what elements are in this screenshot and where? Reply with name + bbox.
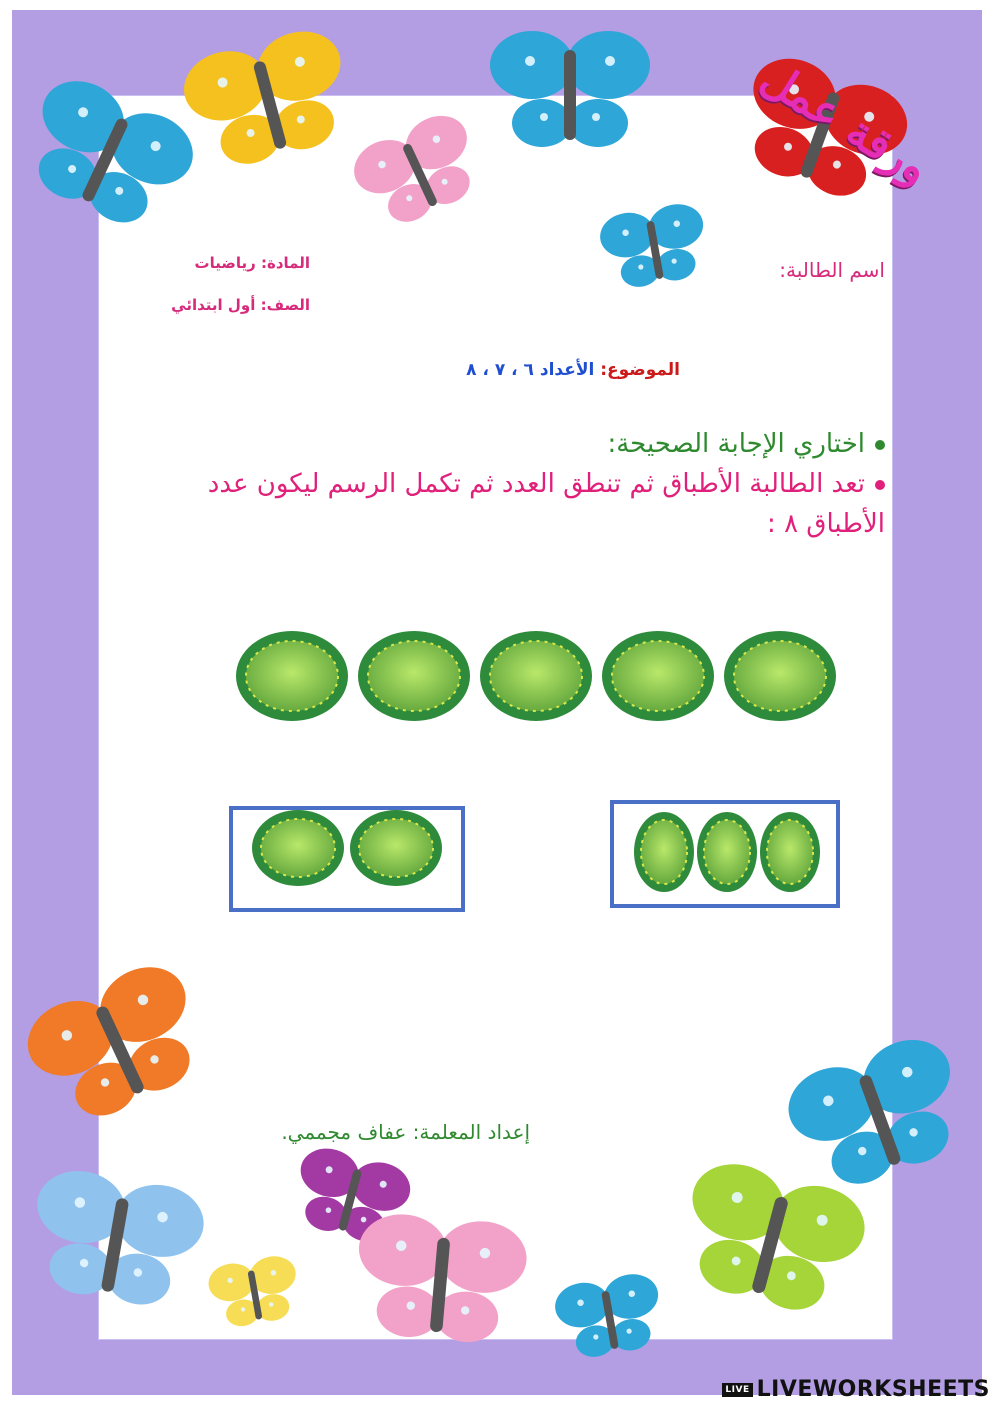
live-badge: LIVE — [722, 1383, 752, 1397]
plate-icon — [358, 631, 470, 721]
plate-icon — [480, 631, 592, 721]
answer-box-three-plates[interactable] — [610, 800, 840, 908]
brand-text: LIVEWORKSHEETS — [756, 1377, 990, 1402]
instruction-item: اختاري الإجابة الصحيحة: — [155, 424, 885, 464]
answer-box-two-plates[interactable] — [229, 806, 465, 912]
teacher-credit: إعداد المعلمة: عفاف مجممي. — [281, 1120, 530, 1144]
plate-icon — [236, 631, 348, 721]
instruction-item: تعد الطالبة الأطباق ثم تنطق العدد ثم تكمل الرسم ليكون عدد الأطباق ٨ : — [207, 469, 885, 539]
plate-icon — [724, 631, 836, 721]
student-name-label: اسم الطالبة: — [779, 258, 885, 282]
topic-label: الموضوع: — [600, 360, 680, 380]
subject-line: المادة: رياضيات — [194, 254, 310, 272]
worksheet-title: ورقة عمل — [752, 51, 939, 195]
topic-value: الأعداد ٦ ، ٧ ، ٨ — [466, 360, 595, 380]
liveworksheets-logo — [722, 1377, 990, 1407]
grade-line: الصف: أول ابتدائي — [171, 296, 310, 314]
plate-icon — [602, 631, 714, 721]
